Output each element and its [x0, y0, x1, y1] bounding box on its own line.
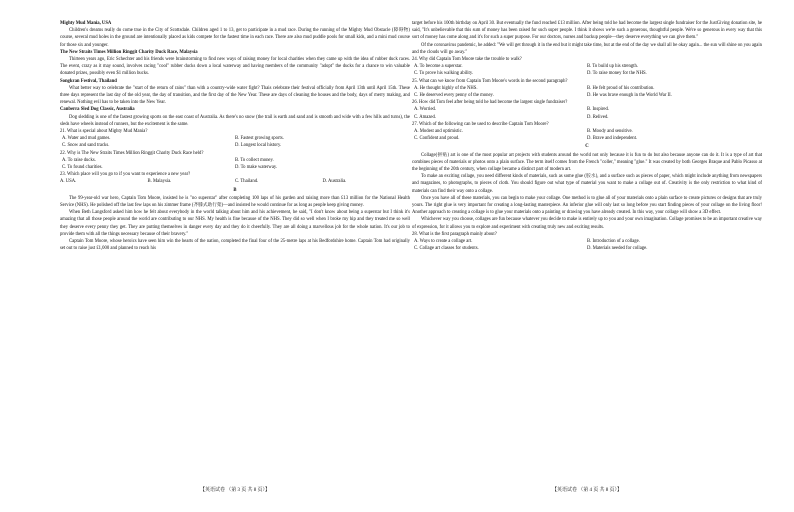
passage-paragraph: Thirteen years ago, Eric Schechter and his friends were brainstorming to find new ways of raising money for local charities when they came up with the idea of rubber duck races. The event, crazy as it may sound, involves racing "cool" rubber ducks down a local waterway and having members of the community "adopt" the ducks for a chance to win valuable donated prizes, possibly even $1 million bucks. [60, 57, 410, 77]
answer-option: D. Australia. [322, 179, 347, 185]
answer-option: D. To make waterway. [235, 165, 278, 171]
page-footer-3: 【英语试卷 （第 3 页 共 8 页）】 [199, 488, 270, 493]
section-b-questions [412, 56, 762, 142]
question-stem: 23. Which place will you go to if you want to experience a new year? [60, 172, 191, 178]
answer-option: B. He felt proud of his contribution. [587, 85, 655, 91]
answer-option: A. He thought highly of the NHS. [414, 85, 478, 91]
question-block [60, 150, 410, 172]
answer-option: C. He deserved every penny of the money. [414, 93, 494, 99]
question-stem: 26. How did Tom feel after being told he had become the largest single fundraiser? [412, 100, 568, 106]
question-options [60, 135, 410, 149]
answer-option: D. Relived. [587, 114, 609, 120]
section-b-passage-continued [412, 20, 762, 56]
answer-option: C. Confident and proud. [414, 136, 460, 142]
section-c-heading: C [585, 144, 589, 150]
passage-title: The New Straits Times Million Ringgit Charity Duck Race, Malaysia [60, 49, 198, 55]
question-stem: 21. What is special about Mighty Mud Mania? [60, 129, 148, 135]
answer-option: B. Moody and sensitive. [587, 129, 633, 135]
answer-option: D. Brave and independent. [587, 136, 638, 142]
question-block [412, 231, 762, 253]
answer-option: A. USA. [60, 179, 77, 185]
answer-option: A. Worried. [414, 107, 437, 113]
answer-option: D. Longest local history. [235, 143, 282, 149]
answer-option: B. To collect money. [235, 157, 274, 163]
answer-option: A. Water and mud games. [62, 136, 111, 142]
question-stem: 22. Why is The New Straits Times Million Ringgit Charity Duck Race held? [60, 150, 204, 156]
passage-paragraph: Children's dreams really do come true in the City of Scottsdale. Children aged 1 to 13, get to participate in a mud race. During the running of the Mighty Mud Obstacle (障碍物) course, several mud holes in the ground are intentionally placed as kids compete for the fastest time in each race. There are also mud puddle pools for small kids, and a mini mud course for those six and younger. [60, 28, 410, 48]
question-block [412, 56, 762, 78]
page-footer-4: 【英语试卷 （第 4 页 共 8 页）】 [551, 488, 622, 493]
question-options [412, 238, 762, 252]
passage-paragraph: What better way to celebrate the "start of the return of rains" than with a country-wide water fight? Thais celebrate their festival officially from April 13th until April 15th. These three days represent the last day of the old year, the day of transition, and the first day of the New Year. These are days of cleaning the houses and the body, days of merry making, and renewal. Nothing evil has to be taken into the New Year. [60, 85, 410, 106]
passage-paragraph: When Beth Langsford asked him how he felt about everybody in the world talking about him and his achievement, he said, "I don't know about being a superstar but I think it's amazing that all those people around the world are contributing to our NHS. My health is fine because of the NHS. They did so well when I broke my hip and they treated me so well they deserve every penny they get. They are putting themselves in danger every day and they do it cheerfully. They are all doing a marvellous job for the whole nation. It's our job to provide them with all the things necessary because of their bravery." [60, 210, 410, 237]
section-b-heading: B [233, 187, 237, 193]
question-stem: 24. Why did Captain Tom Moore take the trouble to walk? [412, 57, 522, 63]
passage-paragraph: To make an exciting collage, you need different kinds of materials, such as some glue (胶水), and a surface such as pieces of paper, which might include anything from newspapers and magazines, to photographs, to pieces of cloth. You should figure out what type of material you want to make a collage out of. Creativity is the only restriction to what kind of materials can find their way onto a collage. [412, 174, 762, 194]
answer-option: D. To raise money for the NHS. [587, 71, 647, 77]
question-options [412, 106, 762, 120]
passage-paragraph: Dog sledding is one of the fastest growing sports on the east coast of Australia. As there's no snow (the trail is earth and sand and is smooth and wide with a few hills and turns), the sleds have wheels instead of runners, but the excitement is the same. [60, 114, 410, 127]
answer-option: C. Snow and sand tracks. [62, 143, 110, 149]
question-stem: 27. Which of the following can be used to describe Captain Tom Moore? [412, 121, 549, 127]
question-block [60, 128, 410, 150]
question-block [412, 121, 762, 143]
question-28 [412, 231, 762, 253]
passage-paragraph: Whichever way you choose, collages are fun because whatever you decide to make is entirely up to you and your own imagination. Collage promises to be an important creative way of expression, for it allows you to explore and experiment with creating truly new and exciting results. [412, 217, 762, 230]
question-block [60, 171, 410, 185]
passage-title: Canberra Sled Dog Classic, Australia [60, 107, 135, 113]
section-a-passages [60, 20, 410, 128]
question-options [412, 63, 762, 77]
answer-option: B. Inspired. [587, 107, 610, 113]
passage-paragraph: The 99-year-old war hero, Captain Tom Moore, insisted he is "no superstar" after completing 100 laps of his garden and raising more than £13 million for the National Health Service (NHS). He polished off the last few laps on his zimmer frame (齐膝式助行架)—and insisted he would continue for as long as people keep giving money. [60, 195, 410, 209]
passage-paragraph: Once you have all of these materials, you can begin to make your collage. One method is to glue all of your materials onto a plain surface to create pictures or designs that are truly yours. The right glue is very important for creating a long-lasting masterpiece. An inferior glue will only last so long before you start finding pieces of your collage on the living floor! Another approach to creating a collage is to glue your materials onto a painting or drawing you have already created. In this way, your collage will show a 3D effect. [412, 195, 762, 216]
question-block [412, 99, 762, 121]
section-b-passage [60, 195, 410, 253]
answer-option: C. Amazed. [414, 114, 436, 120]
passage-paragraph: target before his 100th birthday on April 30. But eventually the fund reached £13 million. After being told he had become the largest single fundraiser for the JustGiving donation site, he said, "It's unbelievable that this sum of money has been raised for such super people. I think it shows we're such a generous, thoughtful people. We're so generous in every way that this sort of money has come along and it's for such a super purpose. For our doctors, nurses and backup people—they deserve everything we can give them." [412, 21, 762, 41]
answer-option: A. To raise ducks. [62, 157, 96, 163]
answer-option: C. To found charities. [62, 165, 103, 171]
answer-option: D. Materials needed for collage. [587, 246, 648, 252]
question-stem: 28. What is the first paragraph mainly about? [412, 231, 497, 237]
answer-option: D. He was brave enough in the World War II. [587, 93, 672, 99]
question-stem: 25. What can we know from Captain Tom Moore's words in the second paragraph? [412, 78, 568, 84]
passage-paragraph: Collage(拼贴) art is one of the most popular art projects with students around the world not only because it is fun to do but also because anyone can do it. It is a type of art that combines pieces of materials or photos onto a plain surface. The term itself comes from the French "coller," meaning "glue." It was created by both Georges Braque and Pablo Picasso at the beginning of the 20th century, when collage became a distinct part of modern art. [412, 152, 762, 173]
exam-page-4 [412, 20, 762, 494]
passage-title: Mighty Mud Mania, USA [60, 21, 112, 26]
section-c-passage [412, 152, 762, 231]
question-options [60, 178, 410, 185]
passage-paragraph: Of the coronavirus pandemic, he added: "We will get through it in the end but it might take time, but at the end of the day we shall all be okay again... the sun will shine on you again and the clouds will go away." [412, 42, 762, 55]
answer-option: A. Modest and optimistic. [414, 129, 463, 135]
answer-option: B. Introduction of a collage. [587, 239, 640, 245]
answer-option: B. To build up his strength. [587, 64, 639, 70]
answer-option: A. To become a superstar. [414, 64, 463, 70]
answer-option: A. Ways to create a collage art. [414, 239, 473, 245]
passage-paragraph: Captain Tom Moore, whose heroics have seen him win the hearts of the nation, completed the final four of the 25-metre laps at his Bedfordshire home. Captain Tom had originally set out to raise just £1,000 and planned to reach his [60, 239, 410, 252]
question-block [412, 78, 762, 100]
answer-option: C. Collage art classes for students. [414, 246, 479, 252]
answer-option: C. To prove his walking ability. [414, 71, 474, 77]
section-a-questions [60, 128, 410, 186]
answer-option: B. Malaysia. [147, 179, 172, 185]
question-options [60, 157, 410, 171]
exam-page-3 [60, 20, 410, 494]
answer-option: C. Thailand. [235, 179, 259, 185]
passage-title: Songkran Festival, Thailand [60, 78, 117, 84]
question-options [412, 128, 762, 142]
answer-option: B. Fastest growing sports. [235, 136, 284, 142]
question-options [412, 85, 762, 99]
